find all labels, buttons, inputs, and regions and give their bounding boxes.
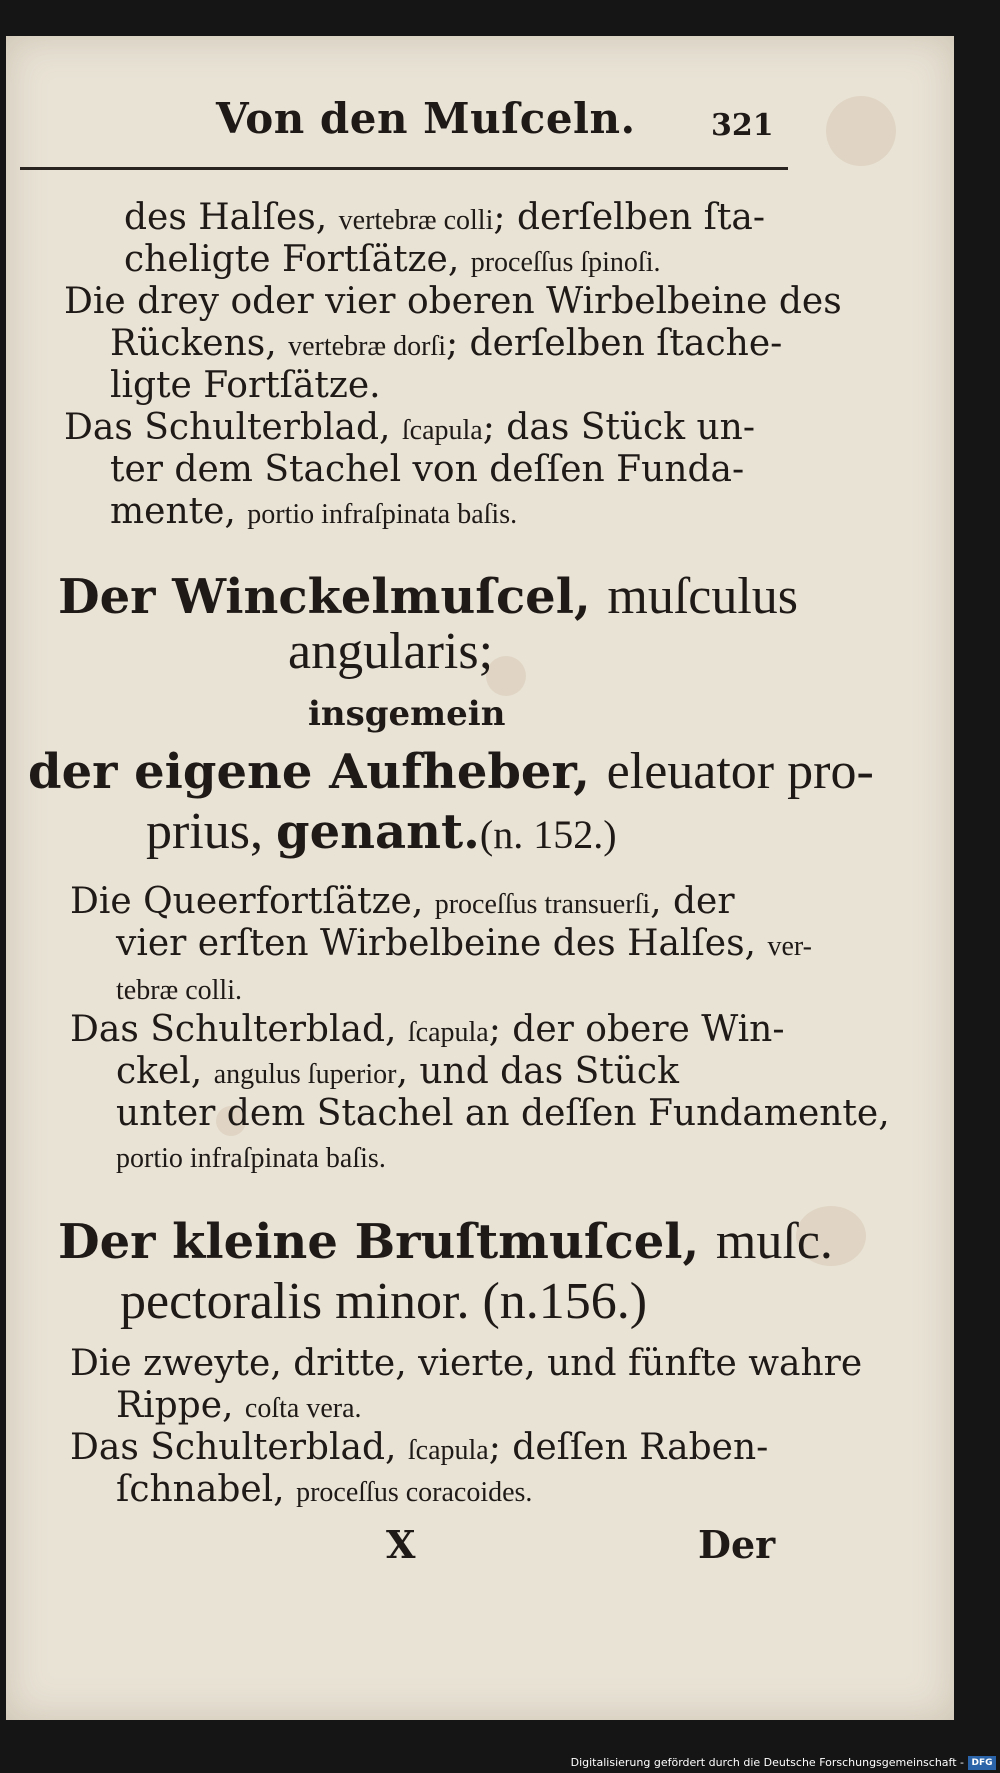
german-text: , und das Stück — [396, 1051, 679, 1092]
signature-mark: X — [386, 1522, 416, 1567]
german-text: , der — [650, 881, 735, 922]
text-line — [116, 1051, 679, 1092]
text-line — [70, 1009, 785, 1050]
latin-term: portio infraſpinata baſis. — [116, 1143, 386, 1174]
latin-term: vertebræ dorſi — [288, 331, 446, 362]
german-text: des Halſes, — [124, 197, 339, 238]
latin-term: tebræ colli. — [116, 975, 242, 1006]
german-text: ſchnabel, — [116, 1469, 297, 1510]
heading-latin: muſc. — [715, 1213, 833, 1270]
german-text: ligte Fortſätze. — [110, 365, 381, 406]
german-text: ; das Stück un- — [482, 407, 756, 448]
heading-german: genant. — [276, 804, 480, 860]
german-text: ; der obere Win- — [488, 1009, 785, 1050]
section-heading — [146, 803, 617, 860]
text-line — [124, 239, 661, 280]
german-text: ; derſelben ſtache- — [445, 323, 783, 364]
latin-term: proceſſus transuerſi — [434, 889, 651, 920]
text-line — [70, 881, 735, 922]
german-text: Die Queerfortſätze, — [70, 881, 435, 922]
text-line — [116, 1138, 386, 1174]
latin-term: angulus ſuperior — [213, 1059, 397, 1090]
heading-latin: pectoralis minor. — [120, 1273, 483, 1330]
latin-term: coſta vera. — [244, 1393, 362, 1424]
heading-german: Der Winckelmuſcel, — [58, 569, 608, 625]
section-subheading — [308, 696, 505, 732]
german-text: Rippe, — [116, 1385, 245, 1426]
german-text: Das Schulterblad, — [70, 1427, 408, 1468]
reference-number: (n.156.) — [482, 1273, 648, 1330]
heading-latin: prius, — [146, 803, 276, 860]
text-line — [116, 1385, 362, 1426]
german-text: vier erſten Wirbelbeine des Halſes, — [116, 923, 768, 964]
latin-term: proceſſus coracoides. — [296, 1477, 533, 1508]
latin-term: ſcapula — [407, 1435, 489, 1466]
latin-term: ſcapula — [401, 415, 483, 446]
text-line — [110, 491, 518, 532]
text-line — [64, 407, 756, 448]
text-line — [64, 281, 842, 322]
german-text: unter dem Stachel an deſſen Fundamente, — [116, 1093, 890, 1134]
german-text: Das Schulterblad, — [64, 407, 402, 448]
section-heading — [28, 743, 874, 800]
section-heading — [120, 1273, 648, 1330]
text-line — [116, 1093, 890, 1134]
german-text: Die zweyte, dritte, vierte, und fünfte wahre — [70, 1343, 863, 1384]
page-header — [6, 86, 954, 156]
page-number: 321 — [711, 108, 774, 143]
heading-latin: angularis; — [288, 623, 494, 680]
header-rule — [20, 167, 788, 170]
german-text: ter dem Stachel von deſſen Funda- — [110, 449, 745, 490]
text-line — [70, 1343, 863, 1384]
german-text: ckel, — [116, 1051, 214, 1092]
text-line — [124, 197, 766, 238]
text-line — [110, 449, 745, 490]
digitization-footer — [0, 1756, 1000, 1773]
reference-number: (n. 152.) — [479, 812, 617, 857]
heading-latin: eleuator pro- — [606, 743, 874, 800]
latin-term: ſcapula — [407, 1017, 489, 1048]
german-text: Das Schulterblad, — [70, 1009, 408, 1050]
footer-credit: Digitalisierung gefördert durch die Deutsche Forschungsgemeinschaft - — [570, 1756, 964, 1769]
section-heading — [288, 623, 494, 680]
latin-term: proceſſus ſpinoſi. — [470, 247, 661, 278]
book-page — [6, 36, 954, 1720]
german-text: Die drey oder vier oberen Wirbelbeine des — [64, 281, 842, 322]
latin-term: portio infraſpinata baſis. — [247, 499, 518, 530]
german-text: ; derſelben ſta- — [493, 197, 766, 238]
german-text: Rückens, — [110, 323, 289, 364]
latin-term: ver- — [767, 931, 812, 962]
text-line — [116, 970, 242, 1006]
text-line — [70, 1427, 769, 1468]
running-head: Von den Muſceln. — [216, 94, 636, 143]
german-text: cheligte Fortſätze, — [124, 239, 471, 280]
text-line — [116, 1469, 533, 1510]
text-line — [110, 365, 381, 406]
catchword: Der — [698, 1522, 776, 1567]
german-text: mente, — [110, 491, 248, 532]
text-line — [110, 323, 783, 364]
heading-latin: muſculus — [607, 568, 799, 625]
section-heading — [58, 1213, 833, 1270]
heading-german: der eigene Aufheber, — [28, 744, 607, 800]
section-heading — [58, 568, 799, 625]
heading-german: insgemein — [308, 694, 506, 734]
latin-term: vertebræ colli — [338, 205, 494, 236]
text-line — [116, 923, 812, 964]
heading-german: Der kleine Bruſtmuſcel, — [58, 1214, 716, 1270]
dfg-logo-icon: DFG — [968, 1756, 996, 1770]
german-text: ; deſſen Raben- — [488, 1427, 769, 1468]
